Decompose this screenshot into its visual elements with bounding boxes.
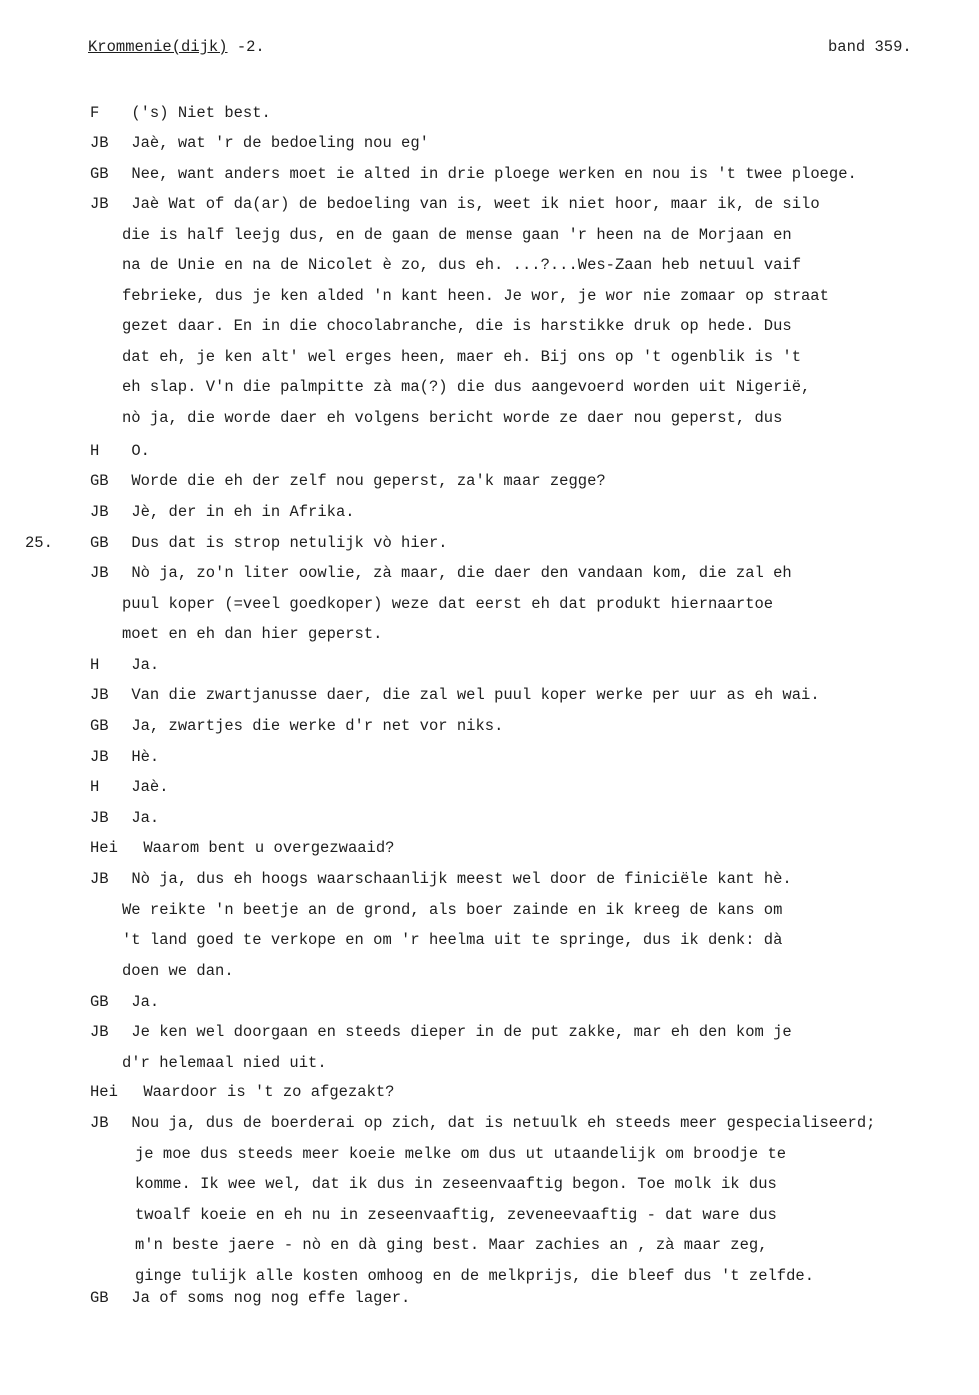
- transcript-line: [90, 403, 970, 434]
- utterance-text: Van die zwartjanusse daer, die zal wel puul koper werke per uur as eh wai.: [131, 686, 820, 704]
- utterance-text: eh slap. V'n die palmpitte zà ma(?) die dus aangevoerd worden uit Nigerië,: [122, 378, 811, 396]
- utterance-text: We reikte 'n beetje an de grond, als boer zainde en ik kreeg de kans om: [122, 900, 783, 919]
- transcript-turn: [90, 528, 970, 559]
- utterance-text: d'r helemaal nied uit.: [122, 1053, 327, 1072]
- speaker-label: GB: [90, 993, 109, 1011]
- utterance-text: Nò ja, zo'n liter oowlie, zà maar, die daer den vandaan kom, die zal eh: [131, 564, 792, 582]
- transcript-line: [90, 1139, 970, 1170]
- transcript-line: [90, 833, 970, 864]
- speaker-label: H: [90, 656, 100, 674]
- transcript-line: [90, 342, 970, 373]
- utterance-text: Jaè.: [131, 778, 169, 796]
- transcript-line: [90, 925, 970, 956]
- band-number: band 359.: [828, 38, 912, 56]
- speaker-label: JB: [90, 686, 109, 704]
- utterance-text: Hè.: [131, 748, 160, 766]
- transcript-turn: [90, 742, 970, 773]
- speaker-label: JB: [90, 564, 109, 582]
- transcript-line: [90, 558, 970, 589]
- transcript-line: [90, 189, 970, 220]
- utterance-text: die is half leejg dus, en de gaan de mense gaan 'r heen na de Morjaan en: [122, 225, 792, 244]
- utterance-text: febrieke, dus je ken alded 'n kant heen. Je wor, je wor nie zomaar op straat: [122, 286, 829, 305]
- transcript-line: [90, 956, 970, 987]
- transcript-line: [90, 895, 970, 926]
- transcript-line: [90, 650, 970, 681]
- transcript-line: [90, 589, 970, 620]
- transcript-turn: [90, 987, 970, 1018]
- transcript-line: [90, 311, 970, 342]
- speaker-label: JB: [90, 870, 109, 888]
- utterance-text: ('s) Niet best.: [131, 104, 271, 122]
- transcript-line: [90, 1048, 970, 1079]
- transcript-turn: [90, 558, 970, 650]
- speaker-label: JB: [90, 809, 109, 827]
- transcript-turn: [90, 1108, 970, 1291]
- transcript-line: [90, 864, 970, 895]
- speaker-label: JB: [90, 1023, 109, 1041]
- transcript-turn: [90, 1283, 970, 1314]
- transcript-line: [90, 220, 970, 251]
- utterance-text: je moe dus steeds meer koeie melke om dus ut utaandelijk om broodje te: [135, 1144, 787, 1163]
- speaker-label: GB: [90, 534, 109, 552]
- speaker-label: GB: [90, 1289, 109, 1307]
- transcript-line: [90, 466, 970, 497]
- utterance-text: dat eh, je ken alt' wel erges heen, maer eh. Bij ons op 't ogenblik is 't: [122, 347, 802, 366]
- utterance-text: Ja, zwartjes die werke d'r net vor niks.: [131, 717, 504, 735]
- transcript-line: [90, 159, 970, 190]
- utterance-text: ginge tulijk alle kosten omhoog en de melkprijs, die bleef dus 't zelfde.: [135, 1266, 815, 1285]
- speaker-label: JB: [90, 503, 109, 521]
- speaker-label: GB: [90, 165, 109, 183]
- utterance-text: Jaè Wat of da(ar) de bedoeling van is, weet ik niet hoor, maar ik, de silo: [131, 195, 820, 213]
- transcript-turn: [90, 189, 970, 433]
- utterance-text: na de Unie en na de Nicolet è zo, dus eh. ...?...Wes-Zaan heb netuul vaif: [122, 256, 802, 274]
- header-title-underlined: Krommenie(dijk): [88, 38, 228, 56]
- speaker-label: JB: [90, 134, 109, 152]
- transcript-line: [90, 128, 970, 159]
- transcript-line: [90, 1200, 970, 1231]
- transcript-turn: [90, 497, 970, 528]
- speaker-label: Hei: [90, 839, 118, 857]
- utterance-text: komme. Ik wee wel, dat ik dus in zeseenvaaftig begon. Toe molk ik dus: [135, 1175, 777, 1193]
- transcript-line: [90, 528, 970, 559]
- transcript-line: [90, 1283, 970, 1314]
- transcript-line: [90, 250, 970, 281]
- transcript-line: [90, 772, 970, 803]
- speaker-label: JB: [90, 1114, 109, 1132]
- transcript-turn: [90, 436, 970, 467]
- transcript-line: [90, 1108, 970, 1139]
- transcript-line: [90, 1077, 970, 1108]
- transcript-line: [90, 742, 970, 773]
- speaker-label: GB: [90, 472, 109, 490]
- transcript-line: [90, 803, 970, 834]
- transcript-turn: [90, 650, 970, 681]
- utterance-text: doen we dan.: [122, 961, 234, 980]
- transcript-turn: [90, 711, 970, 742]
- header-title-suffix: -2.: [227, 38, 265, 56]
- utterance-text: Waardoor is 't zo afgezakt?: [143, 1083, 395, 1101]
- utterance-text: m'n beste jaere - nò en dà ging best. Maar zachies an , zà maar zeg,: [135, 1236, 768, 1254]
- utterance-text: Waarom bent u overgezwaaid?: [143, 839, 395, 857]
- transcript-line: [90, 680, 970, 711]
- speaker-label: H: [90, 778, 100, 796]
- transcript-line: [90, 497, 970, 528]
- speaker-label: GB: [90, 717, 109, 735]
- transcript-turn: [90, 772, 970, 803]
- transcript-turn: [90, 833, 970, 864]
- utterance-text: moet en eh dan hier geperst.: [122, 625, 383, 643]
- speaker-label: F: [90, 104, 100, 122]
- utterance-text: nò ja, die worde daer eh volgens bericht worde ze daer nou geperst, dus: [122, 408, 783, 427]
- transcript-line: [90, 372, 970, 403]
- speaker-label: JB: [90, 748, 109, 766]
- transcript-line: [90, 98, 970, 129]
- utterance-text: Jaè, wat 'r de bedoeling nou eg': [131, 134, 429, 152]
- utterance-text: Ja of soms nog nog effe lager.: [131, 1289, 411, 1307]
- transcript-turn: [90, 1017, 970, 1078]
- utterance-text: 't land goed te verkope en om 'r heelma uit te springe, dus ik denk: dà: [122, 931, 783, 949]
- transcript-turn: [90, 159, 970, 190]
- utterance-text: twoalf koeie en eh nu in zeseenvaaftig, zeveneevaaftig - dat ware dus: [135, 1205, 777, 1224]
- utterance-text: Jè, der in eh in Afrika.: [131, 503, 355, 521]
- utterance-text: Nee, want anders moet ie alted in drie ploege werken en nou is 't twee ploege.: [131, 165, 857, 183]
- transcript-line: [90, 987, 970, 1018]
- transcript-turn: [90, 98, 970, 129]
- utterance-text: Ja.: [131, 809, 160, 827]
- utterance-text: Je ken wel doorgaan en steeds dieper in de put zakke, mar eh den kom je: [131, 1023, 792, 1041]
- speaker-label: JB: [90, 195, 109, 213]
- transcript-turn: [90, 128, 970, 159]
- utterance-text: Ja.: [131, 656, 160, 674]
- margin-line-number: 25.: [25, 534, 53, 552]
- transcript-turn: [90, 1077, 970, 1108]
- utterance-text: Ja.: [131, 993, 160, 1011]
- utterance-text: puul koper (=veel goedkoper) weze dat eerst eh dat produkt hiernaartoe: [122, 594, 774, 613]
- utterance-text: Nou ja, dus de boerderai op zich, dat is netuulk eh steeds meer gespecialiseerd;: [131, 1114, 876, 1132]
- transcript-line: [90, 1230, 970, 1261]
- transcript-turn: [90, 803, 970, 834]
- transcript-turn: [90, 466, 970, 497]
- transcript-line: [90, 436, 970, 467]
- utterance-text: O.: [131, 442, 150, 460]
- transcript-line: [90, 281, 970, 312]
- page-header-title: [88, 38, 265, 56]
- utterance-text: Worde die eh der zelf nou geperst, za'k maar zegge?: [131, 472, 606, 490]
- transcript-turn: [90, 680, 970, 711]
- utterance-text: Dus dat is strop netulijk vò hier.: [131, 534, 448, 552]
- transcript-line: [90, 619, 970, 650]
- transcript-line: [90, 711, 970, 742]
- speaker-label: Hei: [90, 1083, 118, 1101]
- utterance-text: Nò ja, dus eh hoogs waarschaanlijk meest wel door de finiciële kant hè.: [131, 870, 792, 888]
- transcript-line: [90, 1169, 970, 1200]
- utterance-text: gezet daar. En in die chocolabranche, die is harstikke druk op hede. Dus: [122, 317, 792, 335]
- speaker-label: H: [90, 442, 100, 460]
- transcript-turn: [90, 864, 970, 986]
- transcript-line: [90, 1017, 970, 1048]
